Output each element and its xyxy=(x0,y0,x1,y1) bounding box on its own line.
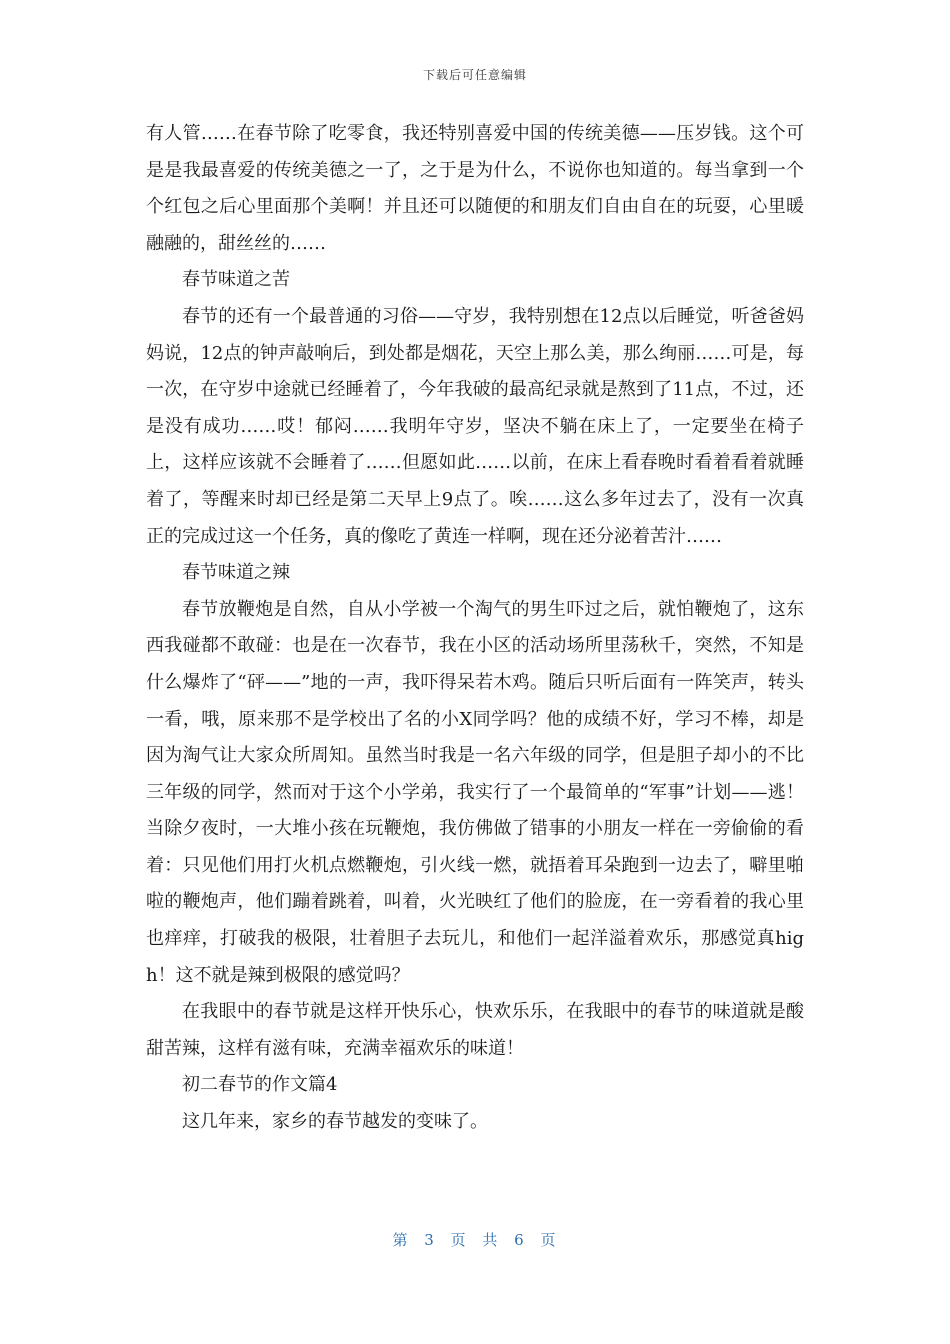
paragraph-2: 春节的还有一个最普通的习俗——守岁，我特别想在12点以后睡觉，听爸爸妈妈说，12点的钟声敲响后，到处都是烟花，天空上那么美，那么绚丽……可是，每一次，在守岁中途就已经睡着了，今年我破的最高纪录就是熬到了11点，不过，还是没有成功……哎！郁闷……我明年守岁，坚决不躺在床上了，一定要坐在椅子上，这样应该就不会睡着了……但愿如此……以前，在床上看春晚时看着看着就睡着了，等醒来时却已经是第二天早上9点了。唉……这么多年过去了，没有一次真正的完成过这一个任务，真的像吃了黄连一样啊，现在还分泌着苦汁…… xyxy=(146,305,804,547)
section-heading-essay-4: 初二春节的作文篇4 xyxy=(182,1074,338,1096)
paragraph-4: 在我眼中的春节就是这样开快乐心，快欢乐乐，在我眼中的春节的味道就是酸甜苦辣，这样有滋有味，充满幸福欢乐的味道！ xyxy=(146,1001,804,1059)
paragraph-1: 有人管……在春节除了吃零食，我还特别喜爱中国的传统美德——压岁钱。这个可是是我最喜爱的传统美德之一了，之于是为什么，不说你也知道的。每当拿到一个个红包之后心里面那个美啊！并且还可以随便的和朋友们自由自在的玩耍，心里暖融融的，甜丝丝的…… xyxy=(146,123,804,254)
document-body xyxy=(146,116,804,1141)
paragraph-3: 春节放鞭炮是自然，自从小学被一个淘气的男生吓过之后，就怕鞭炮了，这东西我碰都不敢碰：也是在一次春节，我在小区的活动场所里荡秋千，突然，不知是什么爆炸了“砰——”地的一声，我吓得呆若木鸡。随后只听后面有一阵笑声，转头一看，哦，原来那不是学校出了名的小X同学吗？他的成绩不好，学习不棒，却是因为淘气让大家众所周知。虽然当时我是一名六年级的同学，但是胆子却小的不比三年级的同学，然而对于这个小学弟，我实行了一个最简单的“军事”计划——逃！当除夕夜时，一大堆小孩在玩鞭炮，我仿佛做了错事的小朋友一样在一旁偷偷的看着：只见他们用打火机点燃鞭炮，引火线一燃，就捂着耳朵跑到一边去了，噼里啪啦的鞭炮声，他们蹦着跳着，叫着，火光映红了他们的脸庞，在一旁看着的我心里也痒痒，打破我的极限，壮着胆子去玩儿，和他们一起洋溢着欢乐，那感觉真high！这不就是辣到极限的感觉吗？ xyxy=(146,598,804,986)
paragraph-5: 这几年来，家乡的春节越发的变味了。 xyxy=(182,1111,488,1133)
section-heading-spicy: 春节味道之辣 xyxy=(182,562,290,584)
page-header: 下载后可任意编辑 xyxy=(422,68,527,82)
page-footer: 第 3 页 共 6 页 xyxy=(392,1231,558,1249)
section-heading-bitter: 春节味道之苦 xyxy=(182,269,290,291)
